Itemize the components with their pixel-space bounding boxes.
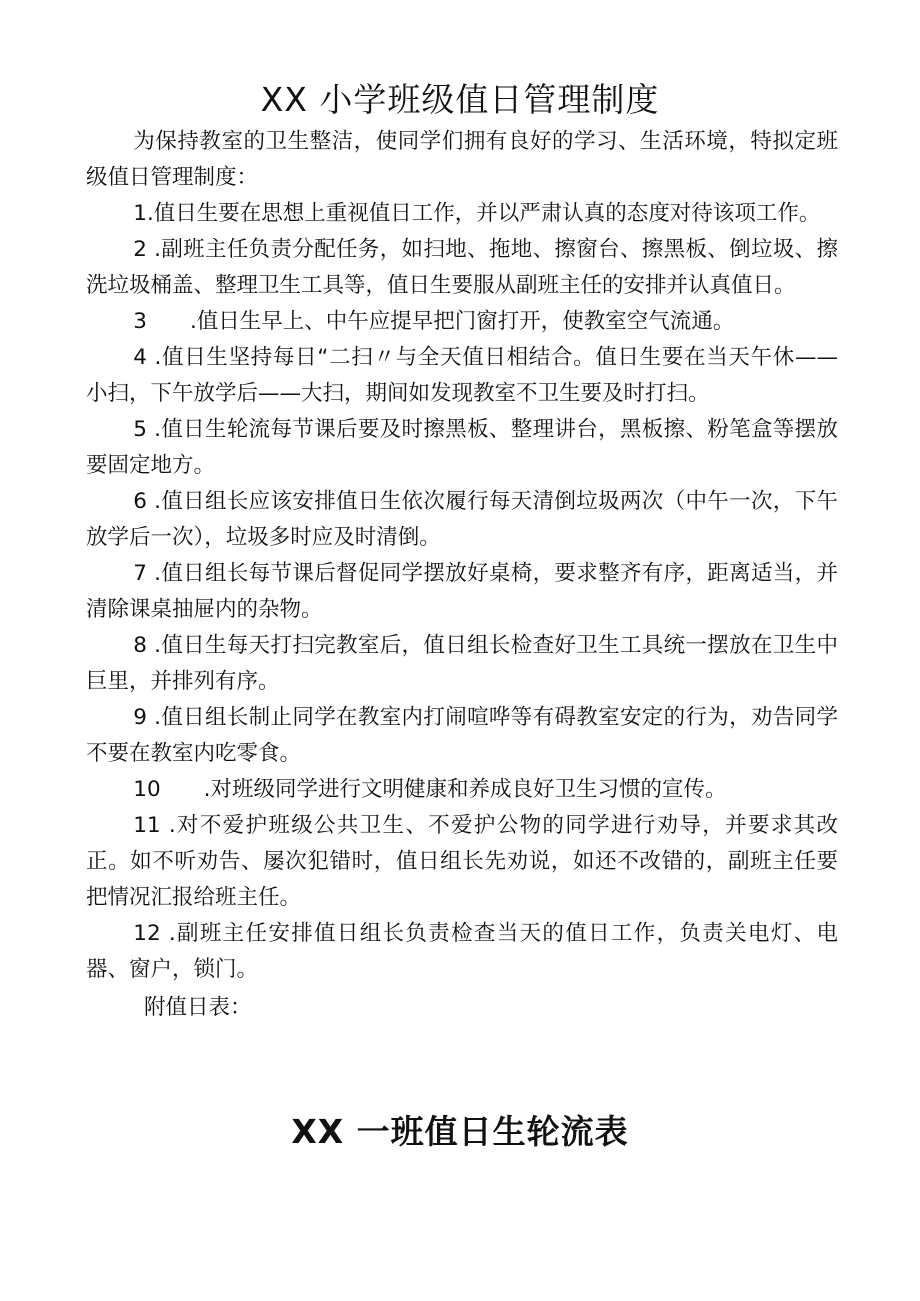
- table-title: XX 一班值日生轮流表: [291, 1112, 629, 1151]
- rule-item: 1.值日生要在思想上重视值日工作，并以严肃认真的态度对待该项工作。: [133, 201, 821, 226]
- rule-item: 10 .对班级同学进行文明健康和养成良好卫生习惯的宣传。: [133, 777, 727, 802]
- rule-item: 7 .值日组长每节课后督促同学摆放好桌椅，要求整齐有序，距离适当，并清除课桌抽屉内的杂物。: [86, 561, 838, 622]
- page-title: XX 小学班级值日管理制度: [260, 80, 660, 119]
- rule-item: 9 .值日组长制止同学在教室内打闹喧哗等有碍教室安定的行为，劝告同学不要在教室内吃零食。: [86, 705, 838, 766]
- rule-item: 4 .值日生坚持每日“二扫〃与全天值日相结合。值日生要在当天午休——小扫，下午放学后——大扫，期间如发现教室不卫生要及时打扫。: [86, 345, 838, 406]
- rule-item: 3 .值日生早上、中午应提早把门窗打开，使教室空气流通。: [133, 309, 735, 334]
- document-body: [86, 124, 838, 1026]
- intro-paragraph: 为保持教室的卫生整洁，使同学们拥有良好的学习、生活环境，特拟定班级值日管理制度：: [86, 129, 838, 190]
- rule-item: 8 .值日生每天打扫完教室后，值日组长检查好卫生工具统一摆放在卫生中巨里，并排列有序。: [86, 633, 838, 694]
- rule-item: 12 .副班主任安排值日组长负责检查当天的值日工作，负责关电灯、电器、窗户，锁门。: [86, 921, 838, 982]
- appendix-label: 附值日表：: [144, 995, 252, 1020]
- rule-item: 6 .值日组长应该安排值日生依次履行每天清倒垃圾两次（中午一次，下午放学后一次），垃圾多时应及时清倒。: [86, 489, 838, 550]
- rule-item: 11 .对不爱护班级公共卫生、不爱护公物的同学进行劝导，并要求其改正。如不听劝告、屡次犯错时，值日组长先劝说，如还不改错的，副班主任要把情况汇报给班主任。: [86, 813, 838, 910]
- rule-item: 2 .副班主任负责分配任务，如扫地、拖地、擦窗台、擦黑板、倒垃圾、擦洗垃圾桶盖、整理卫生工具等，值日生要服从副班主任的安排并认真值日。: [86, 237, 838, 298]
- rule-item: 5 .值日生轮流每节课后要及时擦黑板、整理讲台，黑板擦、粉笔盒等摆放要固定地方。: [86, 417, 838, 478]
